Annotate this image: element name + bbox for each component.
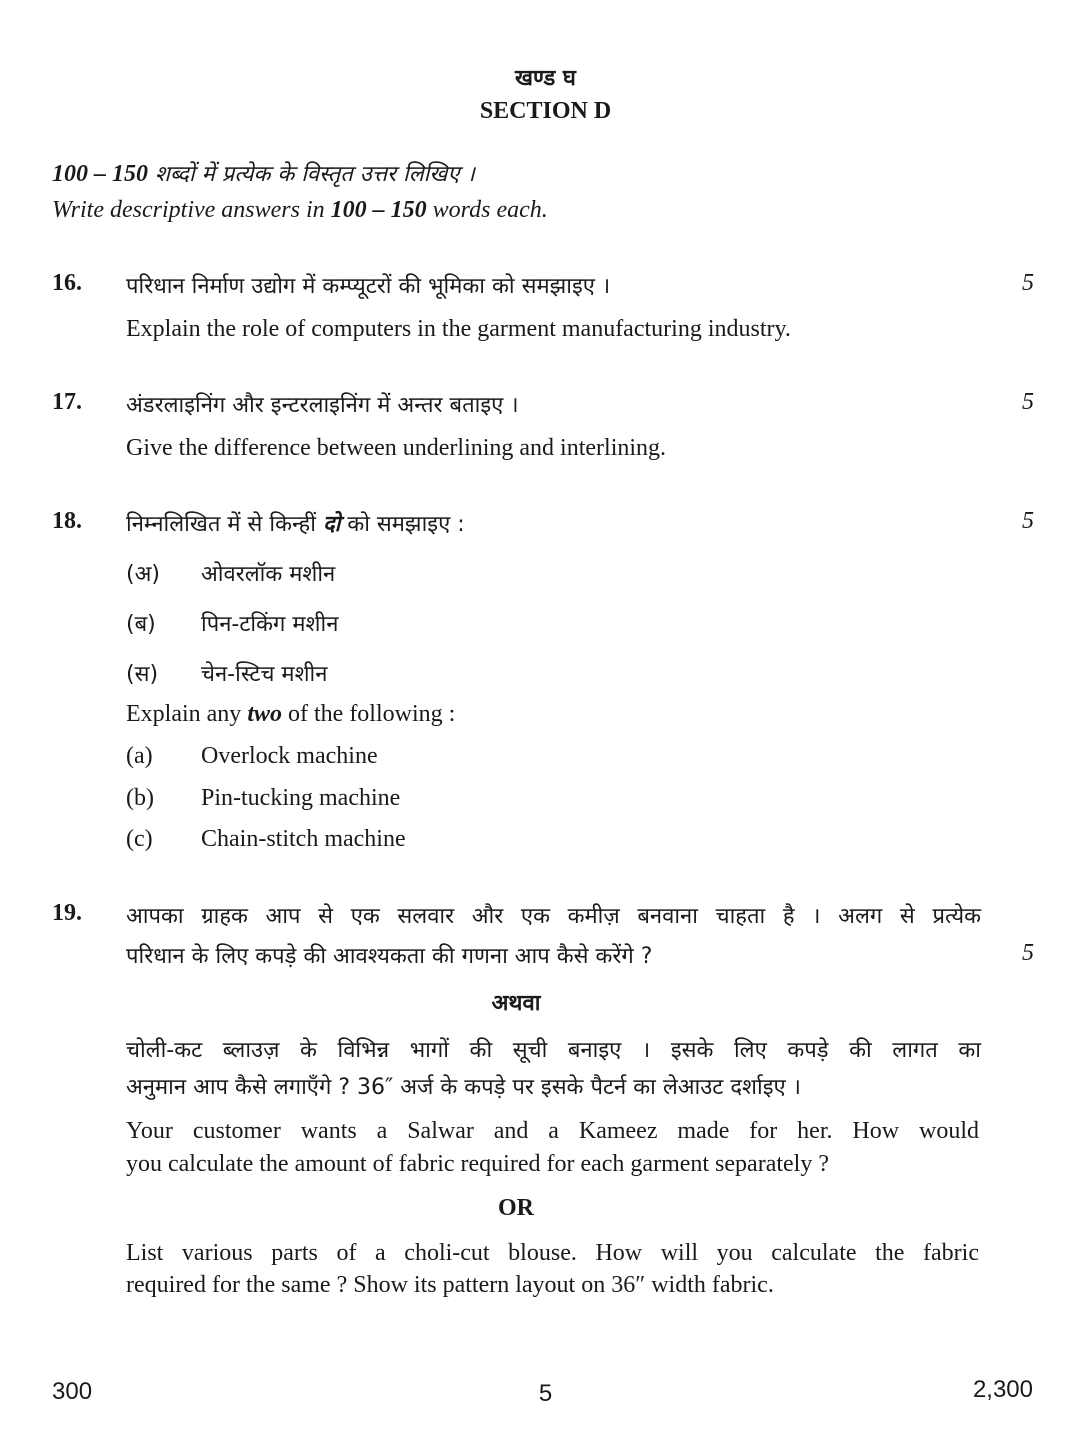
instruction-english-word-range: 100 – 150 xyxy=(330,197,427,223)
footer-page-number: 5 xyxy=(538,1380,553,1407)
option-text-hindi: चेन-स्टिच मशीन xyxy=(201,662,328,687)
question-number: 18. xyxy=(52,508,82,534)
question-text-english-emphasis: two xyxy=(247,701,282,727)
question-number: 17. xyxy=(52,389,82,415)
alt-question-text-hindi-line: चोली-कट ब्लाउज़ के विभिन्न भागों की सूची बनाइए । इसके लिए कपड़े की लागत का xyxy=(126,1038,981,1063)
question-text-english-post: of the following : xyxy=(282,701,456,727)
question-number: 16. xyxy=(52,270,82,296)
footer-copies: 2,300 xyxy=(972,1376,1033,1403)
question-text-english-line: Your customer wants a Salwar and a Kameez made for her. How would xyxy=(126,1118,979,1144)
option-label-hindi: (अ) xyxy=(126,562,160,587)
option-label-english: (b) xyxy=(126,785,154,811)
question-text-english: Explain the role of computers in the garment manufacturing industry. xyxy=(126,316,791,342)
option-label-hindi: (स) xyxy=(126,662,159,687)
question-text-hindi-emphasis: दो xyxy=(322,512,341,537)
footer-paper-code: 300 xyxy=(52,1378,93,1405)
question-marks: 5 xyxy=(1022,508,1034,534)
question-number: 19. xyxy=(52,900,82,926)
question-text-hindi xyxy=(126,508,465,538)
question-text-english-line: you calculate the amount of fabric required for each garment separately ? xyxy=(126,1151,829,1177)
option-text-hindi: पिन-टकिंग मशीन xyxy=(201,612,339,637)
question-text-hindi-post: को समझाइए : xyxy=(340,512,465,537)
question-marks: 5 xyxy=(1022,389,1034,415)
section-title-hindi: खण्ड घ xyxy=(515,66,576,91)
section-title-english: SECTION D xyxy=(479,98,612,124)
or-separator-hindi: अथवा xyxy=(491,991,541,1016)
option-text-english: Pin-tucking machine xyxy=(201,785,401,811)
option-text-english: Chain-stitch machine xyxy=(201,826,406,852)
question-text-english xyxy=(126,701,455,728)
option-text-hindi: ओवरलॉक मशीन xyxy=(201,562,336,587)
instruction-hindi-word-range: 100 – 150 xyxy=(52,161,148,187)
question-text-english-pre: Explain any xyxy=(126,701,248,727)
alt-question-text-english-line: List various parts of a choli-cut blouse. How will you calculate the fabric xyxy=(126,1240,979,1266)
question-text-hindi-pre: निम्नलिखित में से किन्हीं xyxy=(126,512,323,537)
instruction-english-pre: Write descriptive answers in xyxy=(52,197,331,223)
question-text-hindi-line: परिधान के लिए कपड़े की आवश्यकता की गणना आप कैसे करेंगे ? xyxy=(126,944,653,969)
option-text-english: Overlock machine xyxy=(201,743,378,769)
question-text-hindi-line: आपका ग्राहक आप से एक सलवार और एक कमीज़ बनवाना चाहता है । अलग से प्रत्येक xyxy=(126,904,981,929)
question-marks: 5 xyxy=(1022,270,1034,296)
question-text-hindi: अंडरलाइनिंग और इन्टरलाइनिंग में अन्तर बताइए । xyxy=(126,393,519,418)
instruction-english-post: words each. xyxy=(426,197,548,223)
option-label-english: (a) xyxy=(126,743,153,769)
instruction-english xyxy=(52,197,548,224)
instruction-hindi xyxy=(52,158,475,188)
alt-question-text-english-line: required for the same ? Show its pattern layout on 36″ width fabric. xyxy=(126,1272,774,1298)
question-marks: 5 xyxy=(1022,940,1034,966)
question-text-hindi: परिधान निर्माण उद्योग में कम्प्यूटरों की भूमिका को समझाइए । xyxy=(126,274,611,299)
option-label-hindi: (ब) xyxy=(126,612,156,637)
alt-question-text-hindi-line: अनुमान आप कैसे लगाएँगे ? 36″ अर्ज के कपड़े पर इसके पैटर्न का लेआउट दर्शाइए । xyxy=(126,1075,802,1100)
question-text-english: Give the difference between underlining and interlining. xyxy=(126,435,667,461)
instruction-hindi-text: शब्दों में प्रत्येक के विस्तृत उत्तर लिखिए । xyxy=(148,162,475,187)
option-label-english: (c) xyxy=(126,826,153,852)
or-separator-english: OR xyxy=(498,1195,534,1221)
